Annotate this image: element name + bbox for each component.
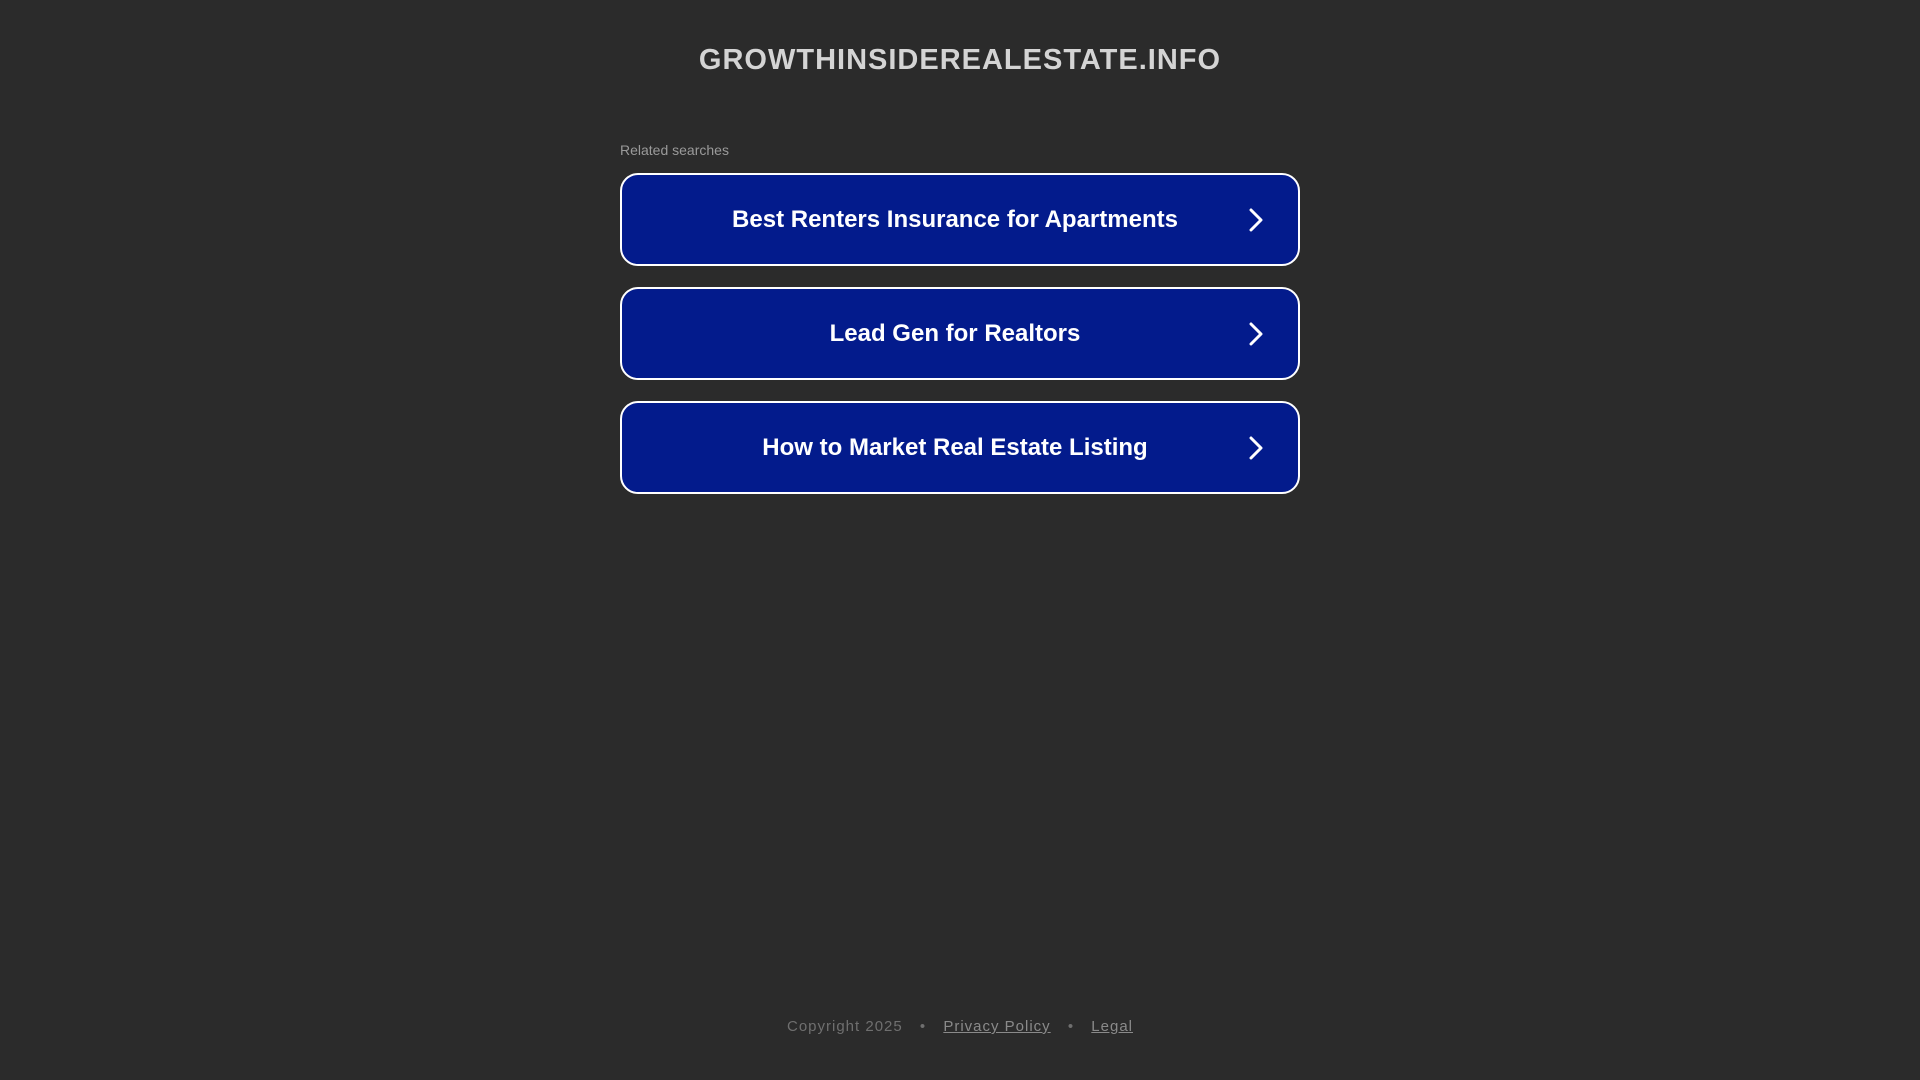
related-search-link-3[interactable] xyxy=(620,401,1300,494)
footer-separator: • xyxy=(1067,1018,1075,1035)
copyright-text: Copyright 2025 xyxy=(786,1018,903,1035)
chevron-right-icon xyxy=(1244,436,1268,460)
related-search-label: How to Market Real Estate Listing xyxy=(762,433,1148,461)
footer-separator: • xyxy=(919,1018,927,1035)
chevron-right-icon xyxy=(1244,322,1268,346)
related-search-link-2[interactable] xyxy=(620,287,1300,380)
related-search-label: Lead Gen for Realtors xyxy=(829,319,1081,347)
footer xyxy=(0,1018,1920,1035)
chevron-right-icon xyxy=(1244,208,1268,232)
privacy-policy-link[interactable]: Privacy Policy xyxy=(943,1018,1051,1035)
related-searches xyxy=(620,142,1300,515)
legal-link[interactable]: Legal xyxy=(1091,1018,1133,1035)
related-search-label: Best Renters Insurance for Apartments xyxy=(732,205,1178,233)
related-search-link-1[interactable] xyxy=(620,173,1300,266)
related-searches-label: Related searches xyxy=(620,142,729,158)
site-title: GROWTHINSIDEREALESTATE.INFO xyxy=(698,44,1222,76)
